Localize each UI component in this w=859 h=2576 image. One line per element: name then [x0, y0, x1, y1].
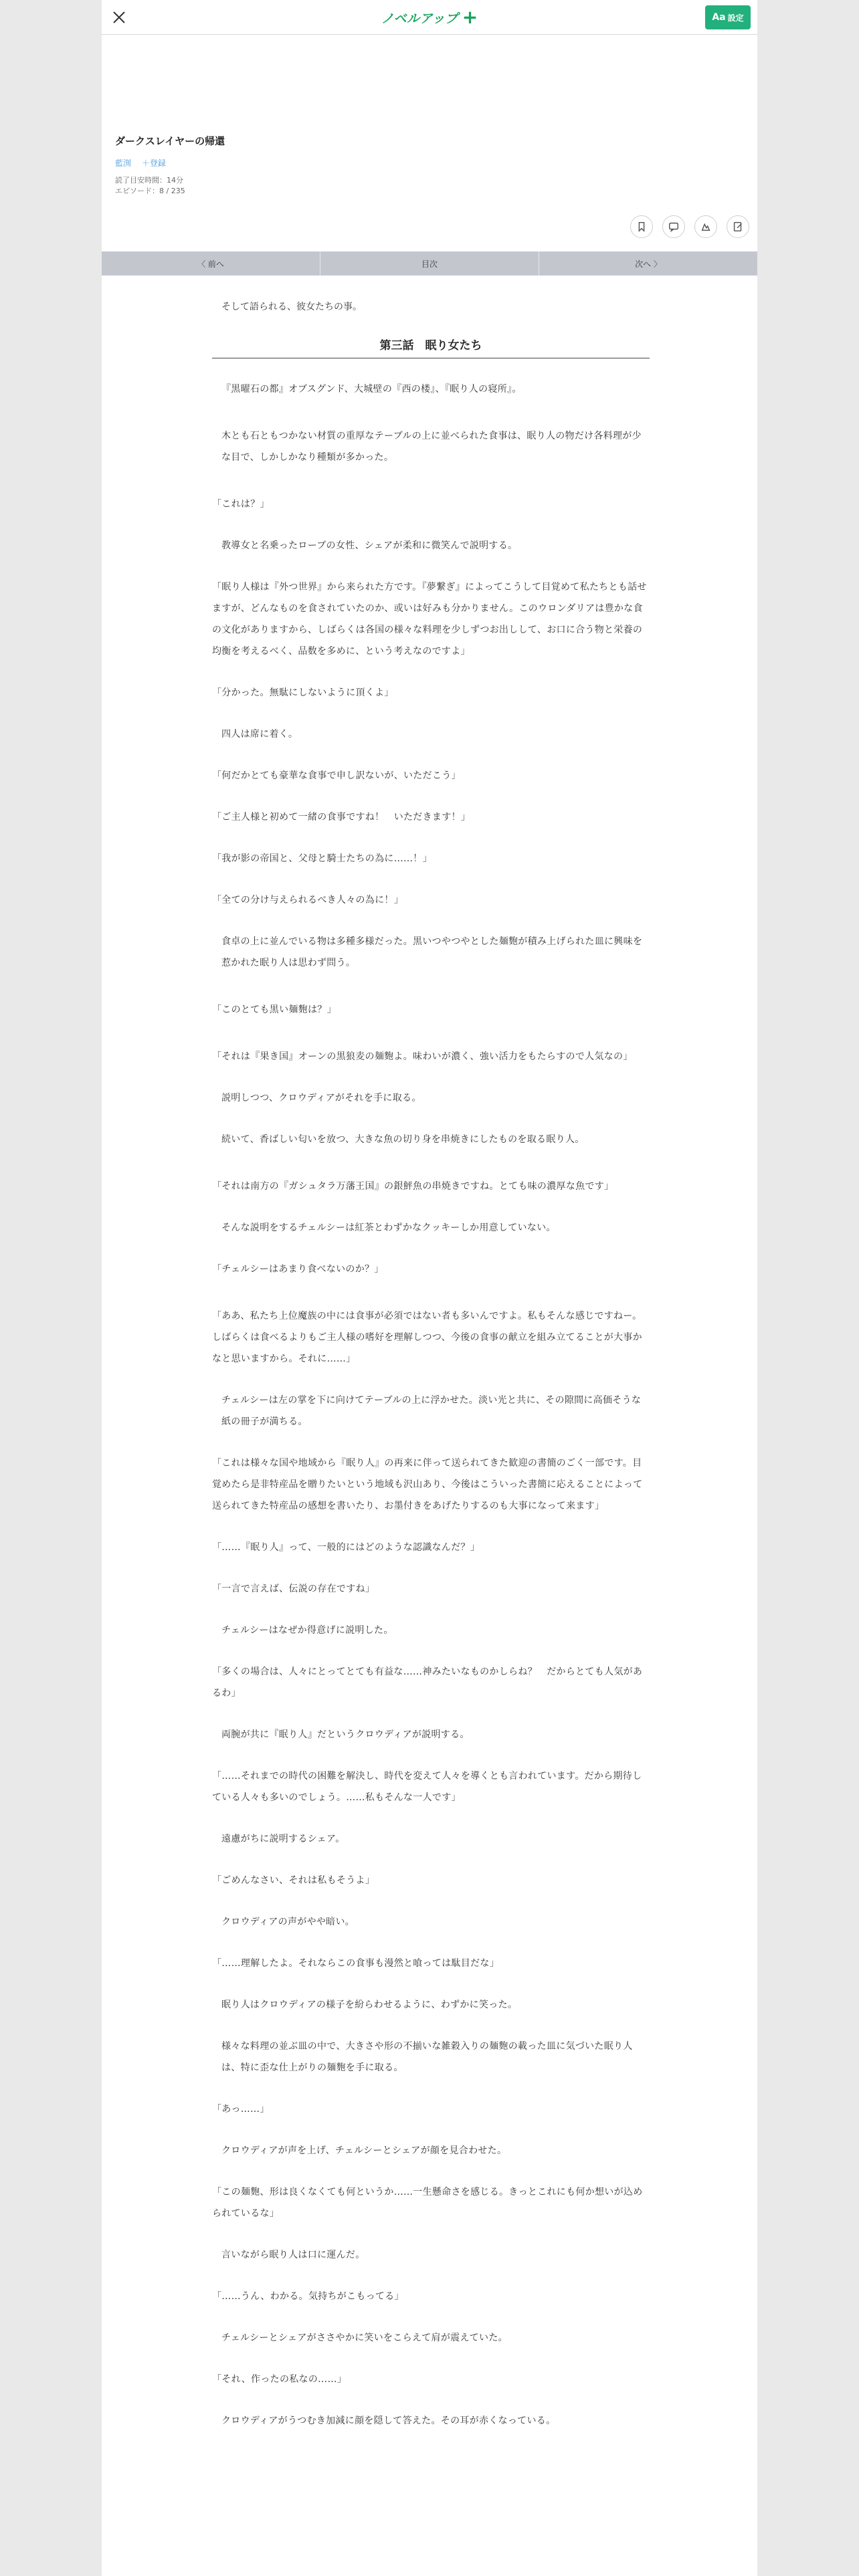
episode-body	[212, 276, 650, 2432]
chevron-right-icon: 〉	[651, 259, 662, 269]
paragraph: チェルシーはなぜか得意げに説明した。	[221, 1625, 393, 1636]
paragraph: 続いて、香ばしい匂いを放つ、大きな魚の切り身を串焼きにしたものを取る眠り人。	[221, 1134, 585, 1145]
reader-page	[102, 0, 757, 2576]
follow-author-link[interactable]: ＋登録	[141, 158, 166, 168]
paragraph: 「……それまでの時代の困難を解決し、時代を変えて人々を導くとも言われています。だから期待している人々も多いのでしょう。……私もそんな一人です」	[212, 1771, 642, 1803]
paragraph: 教導女と名乗ったローブの女性、シェアが柔和に微笑んで説明する。	[221, 540, 518, 551]
paragraph: 両腕が共に『眠り人』だというクロウディアが説明する。	[221, 1729, 470, 1740]
close-icon	[111, 9, 127, 25]
settings-label: 設定	[727, 13, 744, 23]
paragraph: 『黒曜石の都』オブスグンド、大城壁の『西の楼』、『眠り人の寝所』。	[221, 384, 522, 395]
paragraph: 遠慮がちに説明するシェア。	[221, 1834, 345, 1844]
paragraph: 「この麺麭、形は良くなくても何というか……一生懸命さを感じる。きっとこれにも何か想いが込められているな」	[212, 2187, 643, 2219]
paragraph: クロウディアが声を上げ、チェルシーとシェアが顔を見合わせた。	[221, 2145, 507, 2156]
header-bar	[102, 0, 757, 35]
bookmark-button[interactable]	[630, 215, 653, 238]
episode-lead: そして語られる、彼女たちの事。	[221, 302, 362, 312]
review-button[interactable]	[727, 215, 749, 238]
bookmark-icon	[636, 221, 648, 233]
paragraph: 説明しつつ、クロウディアがそれを手に取る。	[221, 1093, 421, 1103]
close-button[interactable]	[106, 4, 132, 31]
paragraph: 「ごめんなさい、それは私もそうよ」	[212, 1875, 375, 1886]
paragraph: 「一言で言えば、伝説の存在ですね」	[212, 1584, 375, 1594]
paragraph: 「……『眠り人』って、一般的にはどのような認識なんだ？」	[212, 1542, 480, 1553]
logo-plus-icon: +	[462, 6, 478, 28]
paragraph: チェルシーとシェアがささやかに笑いをこらえて肩が震えていた。	[221, 2333, 508, 2343]
paragraph: 「これは？」	[212, 499, 270, 510]
logo-text: ノベルアップ	[381, 11, 458, 26]
next-label: 次へ	[635, 259, 652, 269]
paragraph: 食卓の上に並んでいる物は多種多様だった。黒いつやつやとした麺麭が積み上げられた皿に興味を惹かれた眠り人は思わず問う。	[221, 936, 643, 968]
paragraph: クロウディアの声がやや暗い。	[221, 1917, 355, 1927]
comment-icon	[668, 221, 680, 233]
paragraph: クロウディアがうつむき加減に顔を隠して答えた。その耳が赤くなっている。	[221, 2416, 556, 2426]
book-title[interactable]: ダークスレイヤーの帰還	[115, 135, 225, 147]
book-meta	[115, 175, 225, 197]
author-row	[115, 157, 225, 169]
paragraph: 「ああ、私たち上位魔族の中には食事が必須ではない者も多いんですよ。私もそんな感じですねー。しばらくは食べるよりもご主人様の嗜好を理解しつつ、今後の食事の献立を組み立てることが大事かなと思いますから。それに……」	[212, 1311, 642, 1364]
cheer-button[interactable]	[694, 215, 717, 238]
paragraph: 「我が影の帝国と、父母と騎士たちの為に……！」	[212, 853, 432, 864]
book-info	[115, 134, 225, 197]
episode-nav	[102, 251, 757, 276]
tool-row	[630, 215, 749, 238]
paragraph: 「それは南方の『ガシュタラ万藩王国』の銀鮃魚の串焼きですね。とても味の濃厚な魚です」	[212, 1181, 614, 1192]
paragraph: 「全ての分け与えられるべき人々の為に！」	[212, 895, 403, 905]
display-settings-button[interactable]	[705, 5, 751, 29]
chevron-left-icon: 〈	[197, 259, 208, 269]
episode-count: エピソード：8 / 235	[115, 186, 185, 195]
paragraph: 「チェルシーはあまり食べないのか？」	[212, 1264, 384, 1275]
cheer-icon	[700, 221, 712, 233]
paragraph: 「それは『果き国』オーンの黒狼麦の麺麭よ。味わいが濃く、強い活力をもたらすので人気なの」	[212, 1051, 633, 1062]
paragraph: 「眠り人様は『外つ世界』から来られた方です。『夢繋ぎ』によってこうして目覚めて私たちとも話せますが、どんなものを食されていたのか、或いは好みも分かりません。このウロンダリアは豊かな食の文化がありますから、しばらくは各国の様々な料理を少しずつお出しして、お口に合う物と栄養の均衡を考えるべく、品数を多めに、という考えなのですよ」	[212, 582, 647, 657]
paragraph: 「何だかとても豪華な食事で申し訳ないが、いただこう」	[212, 770, 461, 781]
paragraph: 「これは様々な国や地域から『眠り人』の再来に伴って送られてきた歓迎の書簡のごく一部です。目覚めたら是非特産品を贈りたいという地域も沢山あり、今後はこういった書簡に応えることによって送られてきた特産品の感想を書いたり、お墨付きをあげたりするのも大事になって来ます」	[212, 1458, 643, 1511]
comment-button[interactable]	[662, 215, 685, 238]
paragraph: 「このとても黒い麺麭は？」	[212, 1004, 337, 1015]
toc-button[interactable]	[320, 251, 539, 276]
site-logo[interactable]	[381, 8, 478, 27]
toc-label: 目次	[421, 259, 438, 269]
reading-time: 読了目安時間：14分	[115, 176, 183, 185]
paragraph: 「ご主人様と初めて一緒の食事ですね！ いただきます！」	[212, 812, 471, 823]
paragraph-list	[212, 379, 650, 2432]
paragraph: 「……うん、わかる。気持ちがこもってる」	[212, 2291, 404, 2302]
episode-title: 第三話 眠り女たち	[212, 336, 650, 358]
paragraph: 「……理解したよ。それならこの食事も漫然と喰っては駄目だな」	[212, 1958, 499, 1969]
prev-label: 前へ	[207, 259, 224, 269]
paragraph: そんな説明をするチェルシーは紅茶とわずかなクッキーしか用意していない。	[221, 1222, 556, 1233]
paragraph: 「それ、作ったの私なの……」	[212, 2374, 347, 2385]
edit-icon	[732, 221, 744, 233]
paragraph: 言いながら眠り人は口に運んだ。	[221, 2250, 365, 2260]
paragraph: 木とも石ともつかない材質の重厚なテーブルの上に並べられた食事は、眠り人の物だけ各料理が少な目で、しかしかなり種類が多かった。	[221, 431, 642, 463]
next-episode-button[interactable]	[539, 251, 757, 276]
paragraph: 眠り人はクロウディアの様子を紛らわせるように、わずかに笑った。	[221, 2000, 518, 2010]
paragraph: 「分かった。無駄にしないように頂くよ」	[212, 687, 394, 698]
paragraph: 「あっ……」	[212, 2104, 270, 2115]
paragraph: 「多くの場合は、人々にとってとても有益な……神みたいなものかしらね？ だからとても人気があるわ」	[212, 1667, 643, 1699]
prev-episode-button[interactable]	[102, 251, 320, 276]
paragraph: チェルシーは左の掌を下に向けてテーブルの上に浮かせた。淡い光と共に、その隙間に高価そうな紙の冊子が満ちる。	[221, 1395, 642, 1427]
author-link[interactable]: 藍渕	[115, 158, 132, 168]
paragraph: 四人は席に着く。	[221, 729, 298, 740]
paragraph: 様々な料理の並ぶ皿の中で、大きさや形の不揃いな雑穀入りの麺麭の載った皿に気づいた眠り人は、特に歪な仕上がりの麺麭を手に取る。	[221, 2041, 633, 2073]
font-size-icon: Aa	[712, 12, 726, 23]
